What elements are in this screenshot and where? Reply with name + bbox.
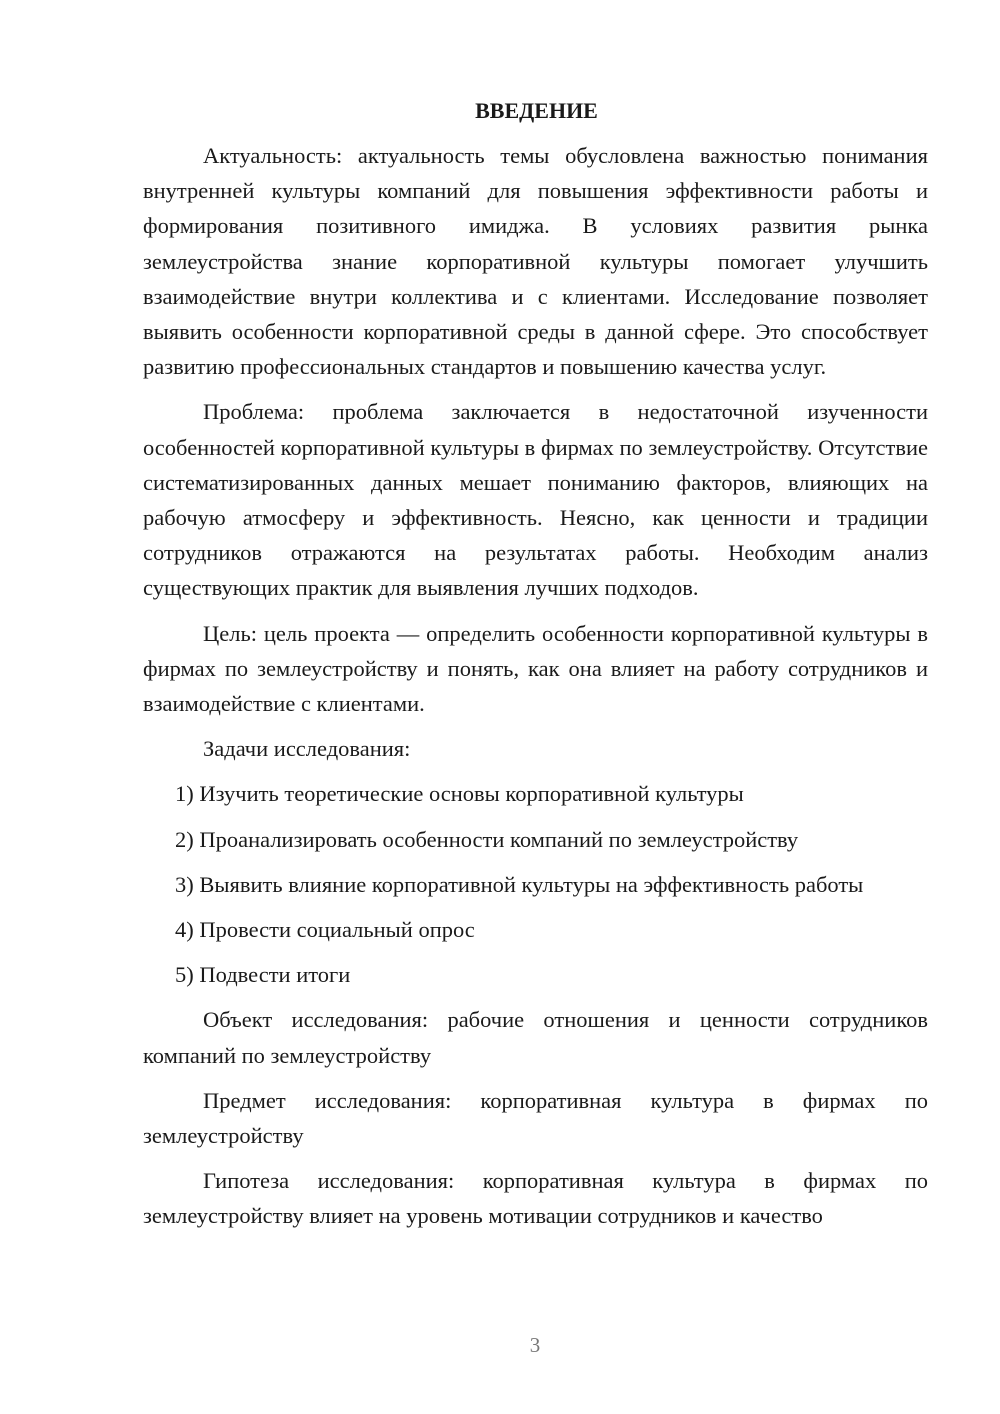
paragraph-object: Объект исследования: рабочие отношения и ценности сотрудников компаний по землеустройству (143, 1007, 928, 1068)
paragraph-hypothesis: Гипотеза исследования: корпоративная культура в фирмах по землеустройству влияет на уровень мотивации сотрудников и качество (143, 1168, 928, 1229)
document-page (143, 96, 928, 1244)
tasks-heading: Задачи исследования: (203, 736, 411, 762)
task-item-2: 2) Проанализировать особенности компаний по землеустройству (175, 826, 799, 852)
paragraph-relevance: Актуальность: актуальность темы обусловлена важностью понимания внутренней культуры компаний для повышения эффективности работы и формирования позитивного имиджа. В условиях развития рынка землеустройства знание корпоративной культуры помогает улучшить взаимодействие внутри коллектива и с клиентами. Исследование позволяет выявить особенности корпоративной среды в данной сфере. Это способствует развитию профессиональных стандартов и повышению качества услуг. (143, 143, 928, 380)
task-item-1: 1) Изучить теоретические основы корпоративной культуры (175, 781, 744, 807)
task-item-4: 4) Провести социальный опрос (175, 917, 475, 943)
section-title: ВВЕДЕНИЕ (475, 98, 598, 123)
task-item-5: 5) Подвести итоги (175, 962, 351, 988)
paragraph-goal: Цель: цель проекта — определить особенности корпоративной культуры в фирмах по землеустройству и понять, как она влияет на работу сотрудников и взаимодействие с клиентами. (143, 620, 928, 717)
paragraph-subject: Предмет исследования: корпоративная культура в фирмах по землеустройству (143, 1087, 928, 1149)
page-number: 3 (529, 1333, 541, 1357)
paragraph-problem: Проблема: проблема заключается в недостаточной изученности особенностей корпоративной культуры в фирмах по землеустройству. Отсутствие систематизированных данных мешает пониманию факторов, влияющих на рабочую атмосферу и эффективность. Неясно, как ценности и традиции сотрудников отражаются на результатах работы. Необходим анализ существующих практик для выявления лучших подходов. (143, 399, 928, 601)
task-item-3: 3) Выявить влияние корпоративной культуры на эффективность работы (175, 871, 864, 897)
